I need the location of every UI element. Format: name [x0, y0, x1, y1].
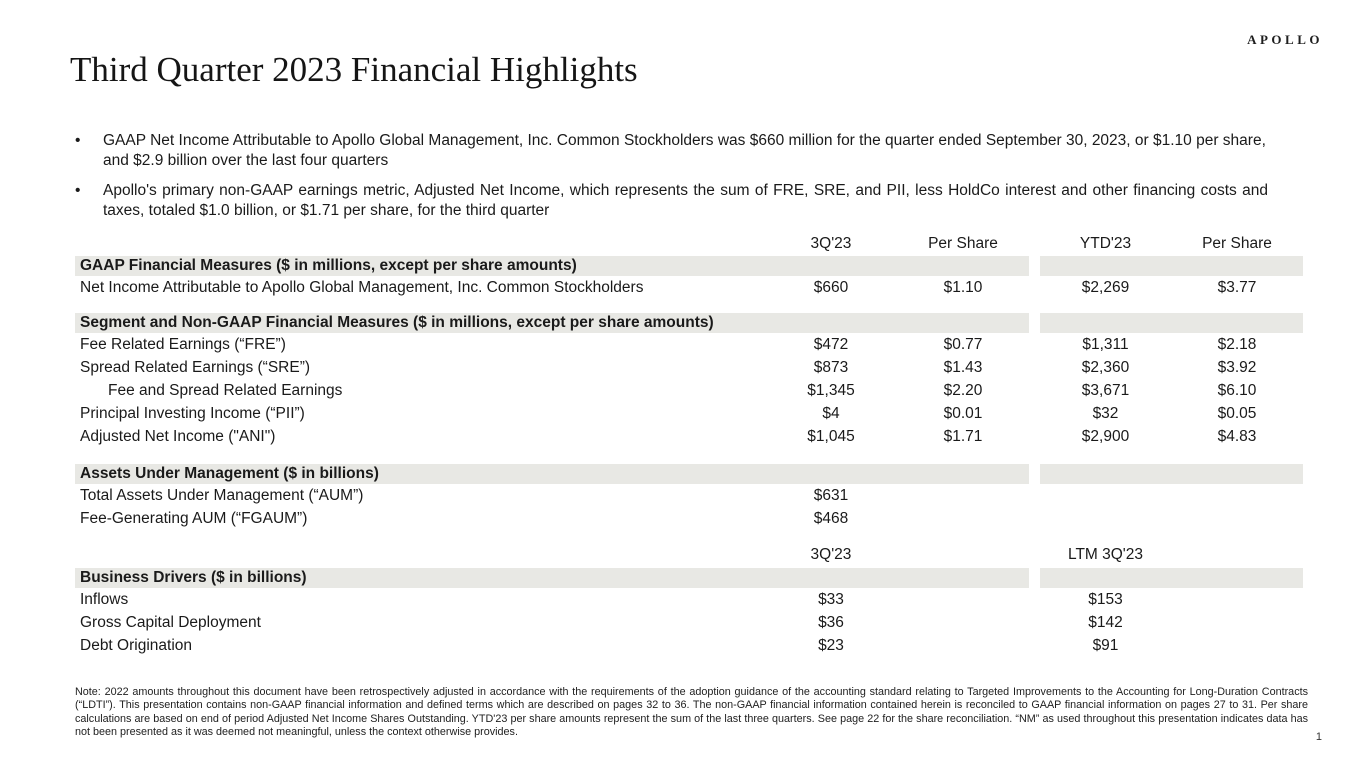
row-label: Debt Origination: [80, 637, 193, 654]
column-gap: [1029, 232, 1040, 256]
header-per-share-ytd: Per Share: [1202, 235, 1272, 252]
value-3q23: $23: [818, 637, 844, 654]
empty-cell: [897, 634, 1029, 657]
table-header-row: [75, 232, 1303, 256]
section-title-drivers: Business Drivers ($ in billions): [75, 568, 1029, 588]
value-ltm-3q23: $142: [1088, 614, 1123, 631]
header-3q23: 3Q'23: [810, 546, 852, 563]
row-label: Net Income Attributable to Apollo Global Management, Inc. Common Stockholders: [80, 279, 644, 296]
column-gap: [1029, 588, 1040, 611]
column-gap: [1029, 313, 1040, 333]
header-ytd23: YTD'23: [1079, 235, 1132, 252]
financial-highlights-table: [75, 232, 1303, 657]
header-per-share-q: Per Share: [928, 235, 998, 252]
row-label: Adjusted Net Income ("ANI"): [80, 428, 276, 445]
value-3q23: $1,045: [807, 428, 855, 445]
value-3q23: $472: [813, 336, 849, 353]
section-band-drivers: [75, 568, 1303, 588]
row-label: Inflows: [80, 591, 129, 608]
value-per-share-q: $1.43: [943, 359, 983, 376]
section-band-right: [1040, 568, 1303, 588]
table-row-fee-and-spread: [75, 379, 1303, 402]
value-ytd23: $2,269: [1081, 279, 1130, 296]
row-label: Total Assets Under Management (“AUM”): [80, 487, 364, 504]
value-per-share-ytd: $0.05: [1217, 405, 1257, 422]
page-number: 1: [1315, 731, 1322, 743]
column-gap: [1029, 276, 1040, 299]
value-per-share-q: $0.01: [943, 405, 983, 422]
empty-cell: [1040, 507, 1171, 530]
column-gap: [1029, 333, 1040, 356]
value-per-share-ytd: $6.10: [1217, 382, 1257, 399]
bullet-gaap-net-income: [75, 131, 1268, 171]
empty-cell: [897, 611, 1029, 634]
table-row-pii: [75, 402, 1303, 425]
header-spacer: [75, 544, 765, 566]
column-gap: [1029, 464, 1040, 484]
empty-cell: [1171, 588, 1303, 611]
header-ltm-3q23: LTM 3Q'23: [1067, 546, 1144, 563]
section-band-right: [1040, 313, 1303, 333]
table-row-debt-origination: [75, 634, 1303, 657]
section-title-segment: Segment and Non-GAAP Financial Measures ($ in millions, except per share amounts): [75, 313, 1029, 333]
header-spacer: [75, 232, 765, 256]
value-ltm-3q23: $91: [1092, 637, 1119, 654]
empty-cell: [897, 544, 1029, 566]
page-title: Third Quarter 2023 Financial Highlights: [70, 50, 638, 89]
column-gap: [1029, 425, 1040, 448]
empty-cell: [897, 588, 1029, 611]
empty-cell: [1171, 507, 1303, 530]
section-band-aum: [75, 464, 1303, 484]
bullet-marker: •: [75, 132, 81, 149]
value-ytd23: $3,671: [1081, 382, 1130, 399]
empty-cell: [897, 507, 1029, 530]
row-label: Spread Related Earnings (“SRE”): [80, 359, 311, 376]
apollo-logo: APOLLO: [1247, 32, 1323, 47]
value-per-share-ytd: $2.18: [1217, 336, 1257, 353]
table-row-fre: [75, 333, 1303, 356]
section-band-right: [1040, 464, 1303, 484]
column-gap: [1029, 484, 1040, 507]
row-label: Fee and Spread Related Earnings: [108, 382, 343, 399]
value-3q23: $1,345: [807, 382, 855, 399]
value-ytd23: $2,360: [1081, 359, 1130, 376]
column-gap: [1029, 611, 1040, 634]
value-per-share-q: $1.10: [943, 279, 983, 296]
empty-cell: [897, 484, 1029, 507]
value-3q23: $33: [818, 591, 844, 608]
table-row-gross-capital-deployment: [75, 611, 1303, 634]
table-row-net-income: [75, 276, 1303, 299]
section-title-gaap: GAAP Financial Measures ($ in millions, except per share amounts): [75, 256, 1029, 276]
value-3q23: $36: [818, 614, 844, 631]
section-band-right: [1040, 256, 1303, 276]
column-gap: [1029, 507, 1040, 530]
value-per-share-ytd: $4.83: [1217, 428, 1257, 445]
column-gap: [1029, 634, 1040, 657]
empty-cell: [1171, 544, 1303, 566]
section-title-aum: Assets Under Management ($ in billions): [75, 464, 1029, 484]
row-label: Principal Investing Income (“PII”): [80, 405, 305, 422]
table-row-fgaum: [75, 507, 1303, 530]
column-gap: [1029, 379, 1040, 402]
value-per-share-q: $1.71: [943, 428, 983, 445]
value-ltm-3q23: $153: [1088, 591, 1123, 608]
value-per-share-ytd: $3.92: [1217, 359, 1257, 376]
table-row-sre: [75, 356, 1303, 379]
table-header-row-drivers: [75, 544, 1303, 566]
column-gap: [1029, 568, 1040, 588]
footnote: Note: 2022 amounts throughout this document have been retrospectively adjusted in accordance with the requirements of the adoption guidance of the accounting standard relating to Targeted Improvements to the Accounting for Long-Duration Contracts (“LDTI”). This presentation contains non-GAAP financial information and defined terms which are described on pages 32 to 36. The non-GAAP financial information contained herein is reconciled to GAAP financial information on pages 27 to 31. Per share calculations are based on end of period Adjusted Net Income Shares Outstanding. YTD'23 per share amounts represent the sum of the last three quarters. See page 22 for the share reconciliation. “NM” as used throughout this presentation indicates data has not been presented as it was deemed not meaningful, unless the context otherwise provides.: [75, 686, 1308, 739]
value-per-share-q: $2.20: [943, 382, 983, 399]
value-ytd23: $2,900: [1081, 428, 1130, 445]
section-band-gaap: [75, 256, 1303, 276]
row-label: Gross Capital Deployment: [80, 614, 261, 631]
column-gap: [1029, 402, 1040, 425]
row-label: Fee Related Earnings (“FRE”): [80, 336, 286, 353]
empty-cell: [1040, 484, 1171, 507]
bullet-text: Apollo's primary non-GAAP earnings metric, Adjusted Net Income, which represents the sum of FRE, SRE, and PII, less HoldCo interest and other financing costs and taxes, totaled $1.0 billion, or $1.71 per share, for the third quarter: [103, 182, 1268, 219]
value-ytd23: $1,311: [1082, 336, 1129, 353]
value-per-share-ytd: $3.77: [1217, 279, 1257, 296]
bullet-marker: •: [75, 182, 81, 199]
bullet-adjusted-net-income: [75, 181, 1268, 221]
table-row-total-aum: [75, 484, 1303, 507]
value-3q23: $4: [822, 405, 840, 422]
empty-cell: [1171, 611, 1303, 634]
bullet-text: GAAP Net Income Attributable to Apollo Global Management, Inc. Common Stockholders was $660 million for the quarter ended September 30, 2023, or $1.10 per share, and $2.9 billion over the last four quarters: [103, 132, 1266, 169]
value-ytd23: $32: [1092, 405, 1119, 422]
header-3q23: 3Q'23: [810, 235, 852, 252]
column-gap: [1029, 544, 1040, 566]
empty-cell: [1171, 484, 1303, 507]
value-3q23: $660: [813, 279, 849, 296]
column-gap: [1029, 256, 1040, 276]
summary-bullets: [75, 131, 1268, 231]
value-3q23: $468: [813, 510, 849, 527]
table-row-ani: [75, 425, 1303, 448]
empty-cell: [1171, 634, 1303, 657]
section-band-segment: [75, 313, 1303, 333]
value-3q23: $631: [813, 487, 849, 504]
value-per-share-q: $0.77: [943, 336, 983, 353]
row-label: Fee-Generating AUM (“FGAUM”): [80, 510, 308, 527]
value-3q23: $873: [813, 359, 849, 376]
column-gap: [1029, 356, 1040, 379]
table-row-inflows: [75, 588, 1303, 611]
